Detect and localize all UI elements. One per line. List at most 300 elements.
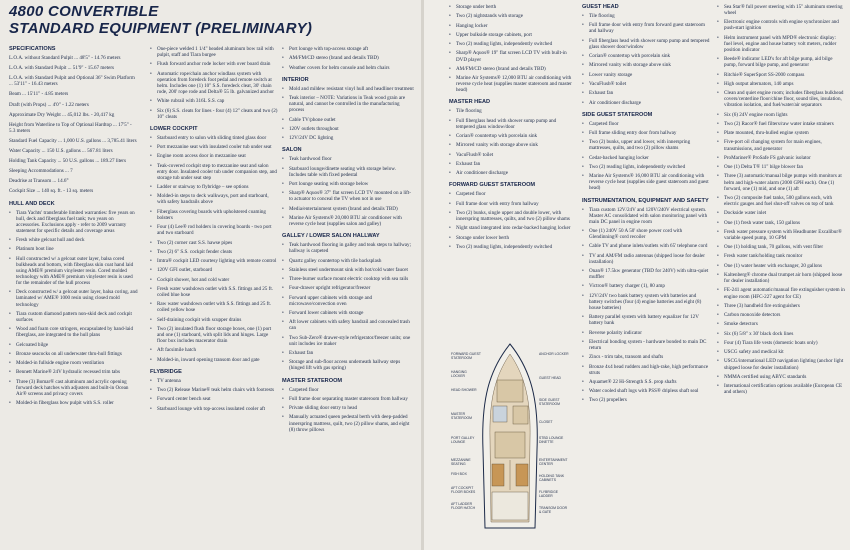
item-text: Three-burner surface mount electric cooktop with sea rails: [289, 276, 409, 283]
bullet-icon: •: [150, 377, 152, 384]
list-item: [449, 118, 573, 130]
item-text: Six (6) S.S. cleats for lines - four (4) 12" cleats and two (2) 10" cleats: [157, 107, 278, 120]
bullet-icon: •: [150, 61, 152, 68]
item-text: NMMA certified using ABYC standards: [724, 373, 807, 380]
item-text: Electrical bonding system - hardware bonded to main DC return: [589, 338, 707, 351]
list-item: [150, 98, 278, 104]
bullet-icon: •: [150, 70, 152, 77]
list-item: [282, 242, 414, 254]
bullet-icon: •: [449, 225, 451, 232]
list-item: [9, 311, 139, 323]
list-item: [150, 224, 278, 236]
item-text: Five-port oil changing system for main engines, transmissions, and generator: [724, 139, 822, 152]
bullet-icon: •: [9, 369, 11, 376]
column-4: [449, 4, 573, 253]
item-text: Fresh water tank/holding tank monitor: [724, 253, 803, 260]
bullet-icon: •: [282, 350, 284, 357]
list-item: [282, 267, 414, 273]
bullet-icon: •: [449, 142, 451, 149]
bullet-icon: •: [282, 116, 284, 123]
bullet-icon: •: [582, 378, 584, 385]
bullet-icon: •: [150, 267, 152, 274]
list-item: [449, 50, 573, 62]
bullet-icon: •: [150, 301, 152, 308]
bullet-icon: •: [582, 338, 584, 345]
item-text: Air conditioner discharge: [456, 170, 508, 177]
guest-head-room: [493, 406, 507, 422]
bullet-icon: •: [282, 319, 284, 326]
list-item: [717, 303, 845, 309]
list-item: [582, 283, 710, 289]
galley-list: [282, 242, 414, 371]
item-text: Bronze 4x4 head rudders and high-rake, high performance struts: [589, 363, 709, 376]
bullet-icon: •: [449, 75, 451, 82]
item-text: Fresh water washdown outlet with S.S. fittings and 25 ft. coiled blue hose: [157, 285, 274, 298]
item-text: Molded-in steps to deck walkways, port and starboard, with safety handrails above: [157, 193, 269, 206]
bullet-icon: •: [9, 289, 11, 296]
item-text: Four (4) Tiara life vests (domestic boats only): [724, 339, 818, 346]
spec-item: [9, 102, 139, 108]
bullet-icon: •: [717, 34, 719, 41]
bullet-icon: •: [282, 285, 284, 292]
bullet-icon: •: [282, 180, 284, 187]
list-item: [449, 191, 573, 197]
item-text: Water Capacity ... 150 U.S. gallons ... 567.81 liters: [9, 148, 113, 155]
label-side-guest: SIDE GUEST STATEROOM: [539, 398, 560, 406]
item-text: Weather covers for helm console and helm chairs: [289, 64, 390, 71]
list-item: [282, 310, 414, 316]
list-item: [282, 166, 414, 178]
spec-item: [9, 168, 139, 174]
bullet-icon: •: [717, 56, 719, 63]
section-heading-hull-and-deck: HULL AND DECK: [9, 200, 55, 207]
bullet-icon: •: [449, 160, 451, 167]
list-item: [582, 253, 710, 265]
list-item: [282, 335, 414, 347]
dinette: [516, 464, 528, 486]
bullet-icon: •: [449, 200, 451, 207]
item-text: TV antenna: [157, 377, 181, 384]
list-item: [150, 301, 278, 313]
bullet-icon: •: [150, 258, 152, 265]
item-text: Two (2) composite fuel tanks, 500 gallons each, with electric gauges and fuel shut-off valves on top of tank: [724, 194, 834, 207]
bullet-icon: •: [150, 405, 152, 412]
list-item: [282, 95, 414, 113]
item-text: Corian® countertop with porcelain sink: [456, 133, 538, 140]
item-text: Tile flooring: [456, 108, 482, 115]
list-item: [717, 229, 845, 241]
item-text: Water cooled shaft logs with PSS® dripless shaft seal: [589, 388, 699, 395]
bullet-icon: •: [150, 208, 152, 215]
list-item: [449, 108, 573, 114]
bullet-icon: •: [9, 246, 11, 253]
column-3: [282, 46, 414, 436]
flybridge-list: [150, 378, 278, 412]
bullet-icon: •: [282, 310, 284, 316]
master-stateroom-continued-list: [449, 4, 573, 93]
list-item: [582, 207, 710, 225]
list-item: [282, 117, 414, 123]
master-head-list: [449, 108, 573, 176]
list-item: [717, 358, 845, 370]
list-item: [9, 289, 139, 307]
label-head-shower: HEAD SHOWER: [451, 388, 477, 392]
item-text: Three (3) automatic/manual bilge pumps with monitors at helm and high-water alarm (2000 GPH each). One (1) forward, one (1) mid, and one (1) aft: [724, 173, 842, 192]
item-text: Hanging locker: [456, 22, 488, 29]
list-item: [582, 22, 710, 34]
bullet-icon: •: [449, 117, 451, 124]
list-item: [282, 295, 414, 307]
spec-list: [9, 55, 139, 194]
list-item: [582, 13, 710, 19]
list-item: [449, 66, 573, 72]
bullet-icon: •: [717, 330, 719, 337]
list-item: [282, 396, 414, 402]
list-item: [150, 267, 278, 273]
item-text: 120V GFI outlet, starboard: [157, 267, 213, 274]
bullet-icon: •: [449, 151, 451, 158]
bullet-icon: •: [9, 341, 11, 348]
side-guest-stateroom-list: [582, 121, 710, 192]
list-item: [717, 81, 845, 87]
list-item: [582, 228, 710, 240]
galley-counter: [492, 464, 504, 486]
item-text: Two (2) insulated flush floor storage boxes, one (1) port and one (1) starboard, with split lids and hinges. Large floor box includes macerator drain: [157, 325, 272, 345]
list-item: [9, 210, 139, 234]
list-item: [717, 155, 845, 161]
item-text: Carpeted floor: [289, 386, 319, 393]
list-item: [717, 139, 845, 151]
label-entertainment: ENTERTAINMENT CENTER: [539, 458, 568, 466]
item-text: International certification options available (European CE and others): [724, 383, 843, 396]
bullet-icon: •: [582, 139, 584, 146]
item-text: Exhaust fan: [589, 90, 614, 97]
item-text: Sea Star® full power steering with 15" aluminum steering wheel: [724, 4, 843, 17]
master-stateroom-list: [282, 387, 414, 433]
item-text: Electronic engine controls with engine synchronizer and push-start ignition: [724, 19, 839, 32]
list-item: [150, 240, 278, 246]
bullet-icon: •: [717, 339, 719, 346]
list-item: [150, 71, 278, 95]
bullet-icon: •: [150, 98, 152, 105]
bullet-icon: •: [150, 325, 152, 332]
item-text: Fresh white gelcoat hull and deck: [16, 237, 85, 244]
bullet-icon: •: [449, 170, 451, 177]
list-item: [717, 287, 845, 299]
bullet-icon: •: [717, 383, 719, 390]
spec-item: [9, 178, 139, 184]
list-item: [717, 164, 845, 170]
list-item: [449, 4, 573, 10]
item-text: Ladder or stairway to flybridge – see options: [157, 184, 249, 191]
item-text: Three (3) handheld fire extinguishers: [724, 302, 800, 309]
bullet-icon: •: [282, 386, 284, 393]
bullet-icon: •: [9, 350, 11, 357]
bullet-icon: •: [282, 414, 284, 421]
column-5: [582, 4, 710, 407]
bullet-icon: •: [717, 164, 719, 171]
item-text: Molded-in fiberglass bow pulpit with S.S. roller: [16, 400, 114, 407]
list-item: [9, 360, 139, 366]
bullet-icon: •: [449, 209, 451, 216]
list-item: [282, 181, 414, 187]
item-text: Air conditioner discharge: [589, 99, 641, 106]
bullet-icon: •: [150, 193, 152, 200]
list-item: [717, 56, 845, 68]
bullet-icon: •: [717, 90, 719, 97]
item-text: Automatic rope/chain anchor windlass system with operation from foredeck foot pedal and remote switch at helm. Includes one (1) 10" S.S. foredeck cleat, 30' chain rode, 200' rope rode and Delta® 55 lb. galvanized anchor: [157, 70, 274, 95]
item-text: L.O.A. with Standard Pulpit ... 51'9" - 15.67 meters: [9, 65, 115, 72]
column-2: [150, 46, 278, 415]
item-text: Exhaust fan: [289, 350, 314, 357]
bullet-icon: •: [582, 99, 584, 106]
item-text: One (1) water heater with exchanger, 20 gallons: [724, 262, 822, 269]
forward-berth: [497, 380, 523, 402]
bullet-icon: •: [717, 219, 719, 226]
item-text: Teak-covered cockpit step to mezzanine seat and salon entry door. Insulated cooler tub under companion step, and storage tub under seat step: [157, 162, 277, 181]
bullet-icon: •: [717, 4, 719, 10]
list-item: [449, 161, 573, 167]
item-text: Four (4) Lee® rod holders in covering boards - two port and two starboard: [157, 224, 272, 237]
list-item: [150, 163, 278, 181]
bullet-icon: •: [449, 4, 451, 10]
item-text: VacuFlush® toilet: [589, 80, 627, 87]
label-flybridge-ladder: FLYBRIDGE LADDER: [539, 490, 558, 498]
item-text: Full frame sliding entry door from hallway: [589, 130, 677, 136]
bullet-icon: •: [717, 262, 719, 269]
list-item: [449, 13, 573, 19]
list-item: [150, 406, 278, 412]
bullet-icon: •: [9, 237, 11, 244]
item-text: One (1) fresh water tank, 150 gallons: [724, 219, 800, 226]
list-item: [282, 414, 414, 432]
bullet-icon: •: [717, 228, 719, 235]
spec-item: [9, 148, 139, 154]
item-text: Wood and foam core stringers, encapsulated by hand-laid fiberglass, are integrated to the hull plans: [16, 326, 133, 339]
bullet-icon: •: [150, 224, 152, 231]
title-line-1: 4800 CONVERTIBLE: [9, 3, 159, 20]
item-text: Starboard lounge with top-access insulated cooler aft: [157, 405, 266, 412]
item-text: Deadrise at Transom ... 14.6°: [9, 178, 69, 185]
list-item: [582, 379, 710, 385]
section-heading-specifications: SPECIFICATIONS: [9, 46, 56, 52]
bullet-icon: •: [150, 285, 152, 292]
list-item: [9, 369, 139, 375]
item-text: Port mezzanine seat with insulated cooler tub under seat: [157, 144, 272, 151]
bullet-icon: •: [582, 62, 584, 69]
list-item: [282, 156, 414, 162]
bullet-icon: •: [717, 302, 719, 309]
item-text: Storage under berth: [456, 4, 497, 10]
label-anchor-locker: ANCHOR LOCKER: [539, 352, 569, 356]
list-item: [150, 317, 278, 323]
bullet-icon: •: [449, 50, 451, 57]
bullet-icon: •: [717, 358, 719, 365]
master-berth: [495, 432, 525, 458]
item-text: Mold and mildew resistant vinyl hull and headliner treatment: [289, 85, 414, 92]
label-aft-ladder: AFT LADDER FLOOR HATCH: [451, 502, 476, 510]
item-text: Two (2) Racor® fuel filters/raw water intake strainers: [724, 120, 834, 127]
item-text: USCG safety and medical kit: [724, 349, 784, 356]
spec-item: [9, 75, 139, 87]
bullet-icon: •: [282, 205, 284, 212]
list-item: [150, 184, 278, 190]
item-text: FE-241 agent automatic/manual fire extinguisher system in engine room (HFC-227 agent for CE): [724, 287, 845, 300]
bullet-icon: •: [717, 19, 719, 26]
list-item: [582, 339, 710, 351]
item-text: 120V outlets throughout: [289, 125, 339, 132]
list-item: [717, 321, 845, 327]
item-text: ProMariner® ProSafe FS galvanic isolator: [724, 154, 811, 161]
bullet-icon: •: [150, 144, 152, 151]
list-item: [449, 170, 573, 176]
list-item: [449, 75, 573, 93]
item-text: AM/FM/CD stereo (brand and details TBD): [456, 65, 546, 72]
list-item: [150, 249, 278, 255]
bullet-icon: •: [282, 95, 284, 102]
bullet-icon: •: [582, 22, 584, 29]
item-text: Two (2) reading lights, independently switched: [589, 163, 686, 170]
spec-item: [9, 158, 139, 164]
bullet-icon: •: [9, 310, 11, 317]
item-text: Raw water washdown outlet with S.S. fittings and 25 ft. coiled yellow hose: [157, 301, 272, 314]
bullet-icon: •: [717, 130, 719, 137]
bullet-icon: •: [282, 334, 284, 341]
item-text: Teak interior – NOTE: Variations in Teak wood grain are natural, and cannot be controlled in the manufacturing process: [289, 95, 406, 114]
item-text: High output alternators, 140 amps: [724, 80, 794, 87]
list-item: [717, 90, 845, 108]
column-6: [717, 4, 845, 399]
item-text: L.O.A. without Standard Pulpit ... 48'5" - 14.76 meters: [9, 55, 121, 62]
item-text: Cedar-backed hanging locker: [589, 154, 649, 161]
item-text: Aft facsimile hatch: [157, 347, 197, 354]
list-item: [582, 130, 710, 136]
item-text: Carpeted floor: [589, 120, 619, 127]
left-page: [0, 0, 421, 550]
bullet-icon: •: [150, 387, 152, 394]
list-item: [282, 55, 414, 61]
bullet-icon: •: [582, 243, 584, 250]
item-text: Four-drawer upright refrigerator/freezer: [289, 285, 371, 292]
bullet-icon: •: [449, 31, 451, 38]
item-text: Cable TV/phone outlet: [289, 116, 336, 123]
list-item: [582, 354, 710, 360]
item-text: Exhaust fan: [456, 160, 481, 167]
label-master: MASTER STATEROOM: [451, 412, 472, 420]
deck-plan: [451, 340, 569, 545]
item-text: Sharp® Aquos® 37" flat screen LCD TV mounted on a lift-to actuator to conceal the TV when not in use: [289, 190, 411, 203]
item-text: Two (2) bunks, upper and lower, with innerspring mattresses, quilts, and two (2) pillow shams: [589, 139, 691, 152]
item-text: Marine Air Systems® 12,000 BTU air conditioning with reverse cycle heat (supplies master stateroom and master head): [456, 75, 572, 94]
column-specs: [9, 46, 139, 409]
bullet-icon: •: [282, 85, 284, 92]
item-text: Approximate Dry Weight ... 45,012 lbs. - 20,417 kg: [9, 111, 115, 118]
list-item: [582, 397, 710, 403]
list-item: [717, 72, 845, 78]
bullet-icon: •: [150, 276, 152, 283]
item-text: White rubrail with 316L S.S. cap: [157, 98, 225, 105]
list-item: [282, 65, 414, 71]
item-text: Two Sub-Zero® drawer-style refrigerator/freezer units; one unit includes ice maker: [289, 334, 411, 347]
item-text: Sleeping Accommodations ... 7: [9, 168, 73, 175]
list-item: [582, 164, 710, 170]
bullet-icon: •: [150, 239, 152, 246]
bullet-icon: •: [717, 139, 719, 146]
bullet-icon: •: [449, 234, 451, 241]
list-item: [582, 243, 710, 249]
bullet-icon: •: [150, 347, 152, 354]
label-port-galley: PORT GALLEY LOUNGE: [451, 436, 475, 444]
bullet-icon: •: [282, 165, 284, 172]
list-item: [582, 38, 710, 50]
item-text: Standard Fuel Capacity ... 1,000 U.S. gallons ... 3,785.41 liters: [9, 137, 137, 144]
list-item: [717, 35, 845, 53]
bullet-icon: •: [449, 41, 451, 48]
spec-item: [9, 91, 139, 97]
list-item: [9, 237, 139, 243]
bullet-icon: •: [717, 80, 719, 87]
bullet-icon: •: [717, 349, 719, 356]
bullet-icon: •: [717, 253, 719, 260]
bullet-icon: •: [582, 53, 584, 60]
item-text: Dockside water inlet: [724, 210, 767, 217]
item-text: Two (2) nightstands with storage: [456, 13, 523, 20]
bullet-icon: •: [449, 22, 451, 29]
bullet-icon: •: [9, 209, 11, 216]
label-forward-guest: FORWARD GUEST STATEROOM: [451, 352, 481, 360]
bullet-icon: •: [282, 395, 284, 402]
item-text: Hull constructed w/ a gelcoat outer layer, balsa cored bulkheads and bottom, with fiberglass skin coat hand laid using AME® premium vinylester resin. Cored molded technology with AME® premium vinylester resin is used for the remainder of the hull process: [16, 255, 134, 287]
flybridge-continued-list: [282, 46, 414, 71]
item-text: One-piece welded 1 1/4" headed aluminum bow rail with pulpit, staff and Tiara burgee: [157, 46, 274, 59]
list-item: [282, 387, 414, 393]
bullet-icon: •: [717, 287, 719, 294]
list-item: [582, 121, 710, 127]
lower-cockpit-list: [150, 135, 278, 363]
list-item: [717, 312, 845, 318]
list-item: [282, 135, 414, 141]
list-item: [150, 46, 278, 58]
list-item: [449, 32, 573, 38]
document-title: [9, 3, 312, 37]
bullet-icon: •: [582, 283, 584, 290]
item-text: Molded-in, inward opening transom door and gate: [157, 356, 260, 363]
item-text: Full frame door with entry from forward guest stateroom and hallway: [589, 22, 705, 35]
bullet-icon: •: [150, 46, 152, 52]
list-item: [9, 326, 139, 338]
section-heading-instrumentation: INSTRUMENTATION, EQUIPMENT AND SAFETY: [582, 197, 709, 204]
list-item: [582, 173, 710, 191]
list-item: [582, 139, 710, 151]
bullet-icon: •: [582, 292, 584, 299]
item-text: Platinum boot line: [16, 246, 54, 253]
list-item: [150, 61, 278, 67]
bullet-icon: •: [9, 400, 11, 407]
item-text: Tiara custom 12V/24V and 120V/240V electrical system. Master AC consolidated with salon monitoring panel with main DC panel in engine room: [589, 206, 708, 225]
list-item: [717, 130, 845, 136]
label-holding: HOLDING TANK CABINETS: [539, 474, 565, 482]
item-text: Lower vanity storage: [589, 71, 633, 78]
list-item: [582, 155, 710, 161]
item-text: Two (2) bunks, single upper and double lower, with innerspring mattresses, quilts, and two (2) pillow shams: [456, 209, 570, 223]
spec-item: [9, 55, 139, 61]
item-text: USCG/international LED navigation lighting (anchor light shipped loose for dealer installation): [724, 358, 844, 371]
section-heading-master-head: MASTER HEAD: [449, 99, 491, 106]
bullet-icon: •: [582, 354, 584, 361]
bullet-icon: •: [282, 294, 284, 301]
label-fish-box: FISH BOX: [451, 472, 467, 476]
list-item: [582, 100, 710, 106]
